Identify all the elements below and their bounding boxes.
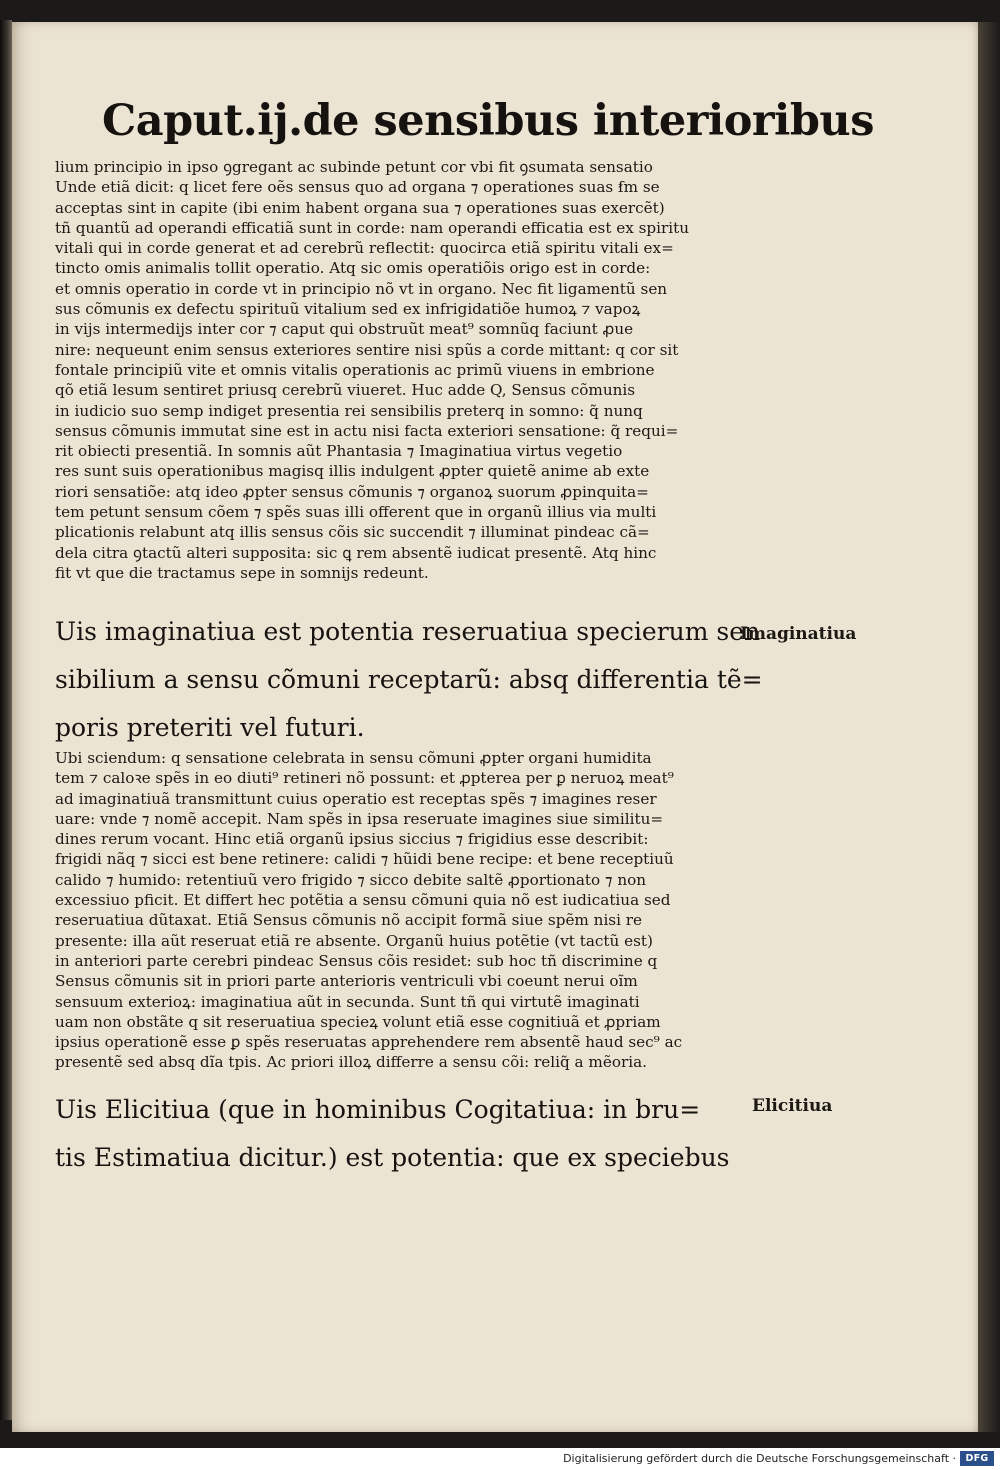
text-line: excessiuo pficit. Et differt hec potẽtia a sensu cõmuni quia nõ est iudicatiua sed — [55, 891, 671, 910]
text-line: acceptas sint in capite (ibi enim habent organa sua ⁊ operationes suas exercẽt) — [55, 198, 665, 217]
text-line: vitali qui in corde generat et ad cerebrũ reflectit: quocirca etiã spiritu vitali ex= — [55, 239, 674, 258]
text-line: dela citra ꝯtactũ alteri supposita: sic ꝗ rem absentẽ iudicat presentẽ. Atq hinc — [55, 543, 657, 562]
definition-imaginatiua — [55, 608, 763, 752]
text-line: tem ⁊ caloꝛe spẽs in eo diuti⁹ retineri nõ possunt: et ꝓpterea per ꝑ neruoꝝ meat⁹ — [55, 769, 674, 788]
text-line: sensuum exterioꝝ: imaginatiua aũt in secunda. Sunt tñ qui virtutẽ imaginati — [55, 992, 640, 1011]
text-line: presentẽ sed absq dĩa tpis. Ac priori illoꝝ differre a sensu cõi: reliq̃ a mẽoria. — [55, 1053, 647, 1072]
text-line: lium principio in ipso ꝯgregant ac subinde petunt cor vbi fit ꝯsumata sensatio — [55, 158, 653, 176]
text-line: tem petunt sensum cõem ⁊ spẽs suas illi offerent que in organũ illius via multi — [55, 503, 657, 522]
text-line: presente: illa aũt reseruat etiã re absente. Organũ huius potẽtie (vt tactũ est) — [55, 931, 653, 950]
text-line: uare: vnde ⁊ nomẽ accepit. Nam spẽs in ipsa reseruate imagines siue similitu= — [55, 809, 664, 828]
text-line: calido ⁊ humido: retentiuũ vero frigido ⁊ sicco debite saltẽ ꝓportionato ⁊ non — [55, 870, 647, 889]
text-line: reseruatiua dũtaxat. Etiã Sensus cõmunis nõ accipit formã siue spẽm nisi re — [55, 911, 643, 930]
text-line: ad imaginatiuã transmittunt cuius operatio est receptas spẽs ⁊ imagines reser — [55, 789, 657, 808]
text-line: in anteriori parte cerebri pindeac Sensus cõis residet: sub hoc tñ discrimine q — [55, 951, 658, 970]
funding-credit: Digitalisierung gefördert durch die Deutsche Forschungsgemeinschaft · — [563, 1452, 956, 1465]
text-line: ipsius operationẽ esse ꝑ spẽs reseruatas apprehendere rem absentẽ haud sec⁹ ac — [55, 1033, 683, 1052]
text-line: poris preteriti vel futuri. — [55, 713, 365, 742]
text-line: Sensus cõmunis sit in priori parte anterioris ventriculi vbi coeunt nerui oĩm — [55, 972, 638, 991]
text-line: in iudicio suo semp indiget presentia rei sensibilis preterq in somno: q̃ nunq — [55, 401, 643, 420]
text-line: res sunt suis operationibus magisq illis indulgent ꝓpter quietẽ anime ab exte — [55, 462, 650, 481]
text-line: uam non obstãte q sit reseruatiua specieꝝ volunt etiã esse cognitiuã et ꝓpriam — [55, 1012, 661, 1031]
dfg-logo: DFG — [960, 1451, 994, 1466]
text-line: plicationis relabunt atq illis sensus cõis sic succendit ⁊ illuminat pindeac cã= — [55, 523, 650, 542]
paragraph-1 — [55, 157, 727, 583]
margin-note-elicitiua: Elicitiua — [752, 1096, 833, 1116]
book-binding-edge — [0, 20, 12, 1420]
text-line: nire: nequeunt enim sensus exteriores sentire nisi spũs a corde mittant: q cor sit — [55, 340, 679, 359]
text-line: tis Estimatiua dicitur.) est potentia: que ex speciebus — [55, 1143, 730, 1172]
text-line: dines rerum vocant. Hinc etiã organũ ipsius siccius ⁊ frigidius esse describit: — [55, 830, 649, 849]
text-line: sus cõmunis ex defectu spirituũ vitalium sed ex infrigidatiõe humoꝝ ⁊ vapoꝝ — [55, 300, 641, 319]
text-line: sibilium a sensu cõmuni receptarũ: absq differentia tẽ= — [55, 665, 763, 694]
text-line: tincto omis animalis tollit operatio. Atq sic omis operatiõis origo est in corde: — [55, 259, 651, 278]
text-line: Uis imaginatiua est potentia reseruatiua specierum sen — [55, 617, 761, 646]
chapter-title: Caput.ij.de sensibus interioribus — [102, 96, 874, 146]
footer-bar — [0, 1448, 1000, 1470]
text-line: in vijs intermedijs inter cor ⁊ caput qui obstruũt meat⁹ somnũq faciunt ꝓue — [55, 320, 634, 339]
text-line: tñ quantũ ad operandi efficatiã sunt in corde: nam operandi efficatia est ex spiritu — [55, 218, 690, 237]
margin-note-imaginatiua: Imaginatiua — [740, 624, 857, 644]
text-line: Ubi sciendum: q sensatione celebrata in sensu cõmuni ꝓpter organi humidita — [55, 749, 652, 767]
text-line: frigidi nãq ⁊ sicci est bene retinere: calidi ⁊ hũidi bene recipe: et bene receptiuũ — [55, 850, 674, 869]
text-line: Unde etiã dicit: q licet fere oẽs sensus quo ad organa ⁊ operationes suas ẜm se — [55, 178, 660, 197]
text-line: et omnis operatio in corde vt in principio nõ vt in organo. Nec fit ligamentũ sen — [55, 279, 668, 298]
text-line: qõ etiã lesum sentiret priusq cerebrũ viueret. Huc adde Q, Sensus cõmunis — [55, 381, 636, 400]
text-line: rit obiecti presentiã. In somnis aũt Phantasia ⁊ Imaginatiua virtus vegetio — [55, 442, 623, 461]
text-line: riori sensatiõe: atq ideo ꝓpter sensus cõmunis ⁊ organoꝝ suorum ꝓpinquita= — [55, 482, 649, 501]
text-line: fit vt que die tractamus sepe in somnijs redeunt. — [55, 563, 429, 582]
text-line: Uis Elicitiua (que in hominibus Cogitatiua: in bru= — [55, 1095, 701, 1124]
definition-elicitiua — [55, 1086, 730, 1182]
text-line: fontale principiũ vite et omnis vitalis operationis ac primũ viuens in embrione — [55, 360, 655, 379]
page-fore-edge — [978, 22, 1000, 1432]
text-line: sensus cõmunis immutat sine est in actu nisi facta exteriori sensatione: q̃ requi= — [55, 421, 679, 440]
paragraph-2 — [55, 748, 727, 1073]
